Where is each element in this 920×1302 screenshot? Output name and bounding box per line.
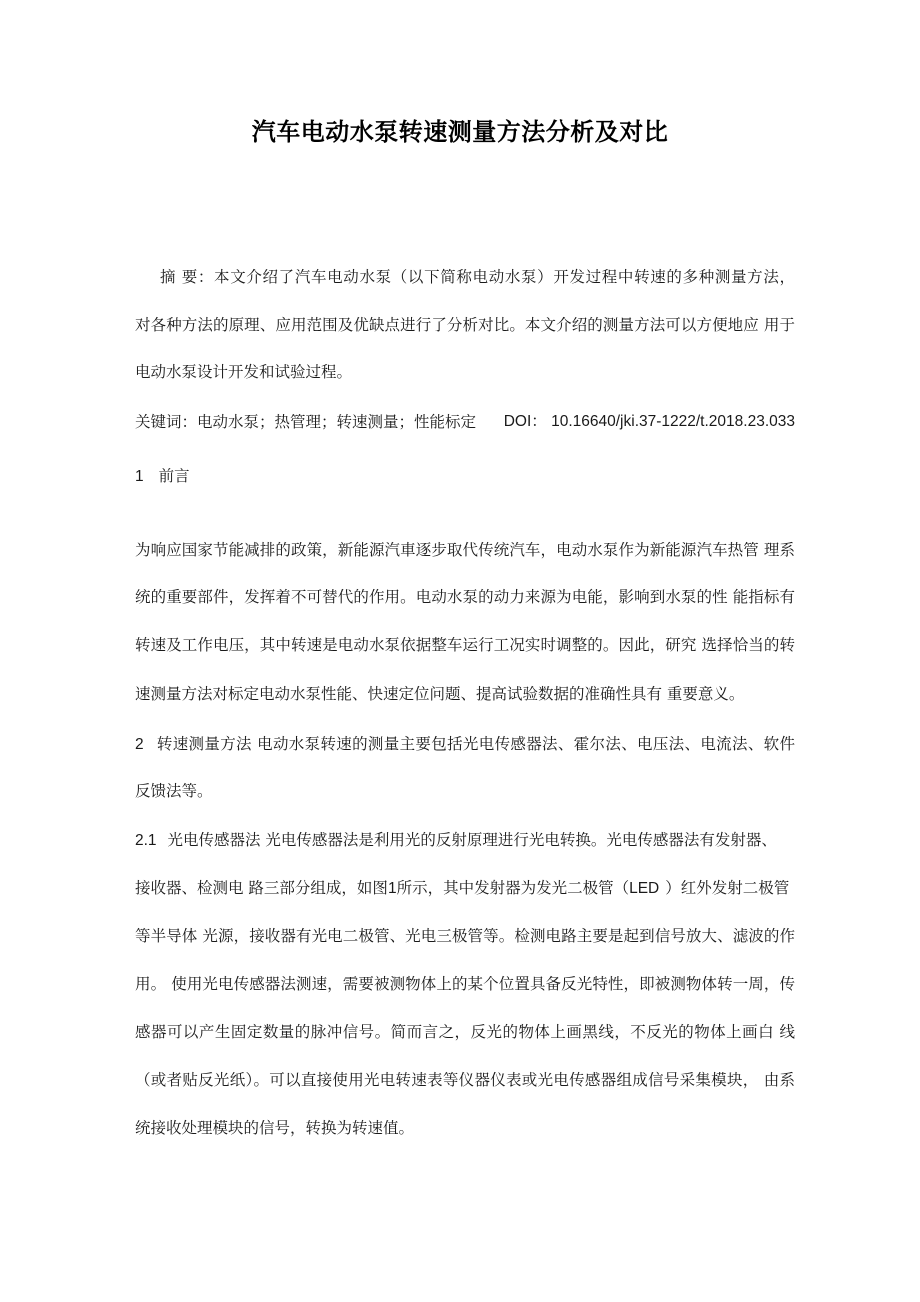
section-2-1-line-6: （或者贴反光纸）。可以直接使用光电转速表等仪器仪表或光电传感器组成信号采集模块， 由系 [135,1071,795,1089]
section-2-1-number: 2.1 [135,832,157,849]
section-1-number: 1 [135,468,144,485]
keywords-text: 关键词：电动水泵；热管理；转速测量；性能标定 [135,413,477,431]
figure-ref: 1 [387,880,397,897]
section-2-1-line-2-part-b: 所示，其中发射器为发光二极管（ [396,879,630,897]
section-1-heading [135,466,795,487]
section-2-line-1 [135,734,795,755]
section-2-1-text: 光电传感器法 光电传感器法是利用光的反射原理进行光电转换。光电传感器法有发射器、 [167,831,777,849]
abstract-line-3: 电动水泵设计开发和试验过程。 [135,363,353,381]
doi-text: DOI： 10.16640/jki.37-1222/t.2018.23.033 [503,413,795,430]
led-abbr: LED [629,880,660,897]
abstract-line-2: 对各种方法的原理、应用范围及优缺点进行了分析对比。本文介绍的测量方法可以方便地应 用于 [135,316,795,334]
section-1-line-3: 转速及工作电压，其中转速是电动水泵依据整车运行工况实时调整的。因此，研究 选择恰当的转 [135,636,795,654]
section-2-number: 2 [135,736,144,753]
section-2-1-line-4: 用。 使用光电传感器法测速，需要被测物体上的某个位置具备反光特性，即被测物体转一周，传 [135,975,795,993]
section-1-line-1: 为响应国家节能减排的政策，新能源汽車逐步取代传统汽车，电动水泵作为新能源汽车热管 理系 [135,541,795,559]
section-2-text: 转速测量方法 电动水泵转速的测量主要包括光电传感器法、霍尔法、电压法、电流法、软件 [156,735,795,753]
section-2-1-line-7: 统接收处理模块的信号，转换为转速值。 [135,1119,415,1137]
abstract-line-1: 摘 要：本文介绍了汽车电动水泵（以下简称电动水泵）开发过程中转速的多种测量方法， [160,268,795,286]
section-1-line-4: 速测量方法对标定电动水泵性能、快速定位问题、提高试验数据的准确性具有 重要意义。 [135,685,745,703]
section-2-1-line-1 [135,830,795,851]
section-2-1-line-3: 等半导体 光源，接收器有光电二极管、光电三极管等。检测电路主要是起到信号放大、滤波的作 [135,927,795,945]
section-2-1-line-2 [135,878,795,899]
section-2-1-line-5: 感器可以产生固定数量的脉冲信号。简而言之，反光的物体上画黑线，不反光的物体上画白 线 [135,1023,795,1041]
section-2-1-line-2-part-a: 接收器、检测电 路三部分组成，如图 [135,879,388,897]
document-title: 汽车电动水泵转速测量方法分析及对比 [251,118,669,146]
section-2-line-2: 反馈法等。 [135,782,213,800]
keywords-line [135,412,795,432]
section-2-1-line-2-part-c: ）红外发射二极管 [665,879,790,897]
section-1-title: 前言 [158,467,190,485]
section-1-line-2: 统的重要部件，发挥着不可替代的作用。电动水泵的动力来源为电能，影响到水泵的性 能指标有 [135,588,795,606]
